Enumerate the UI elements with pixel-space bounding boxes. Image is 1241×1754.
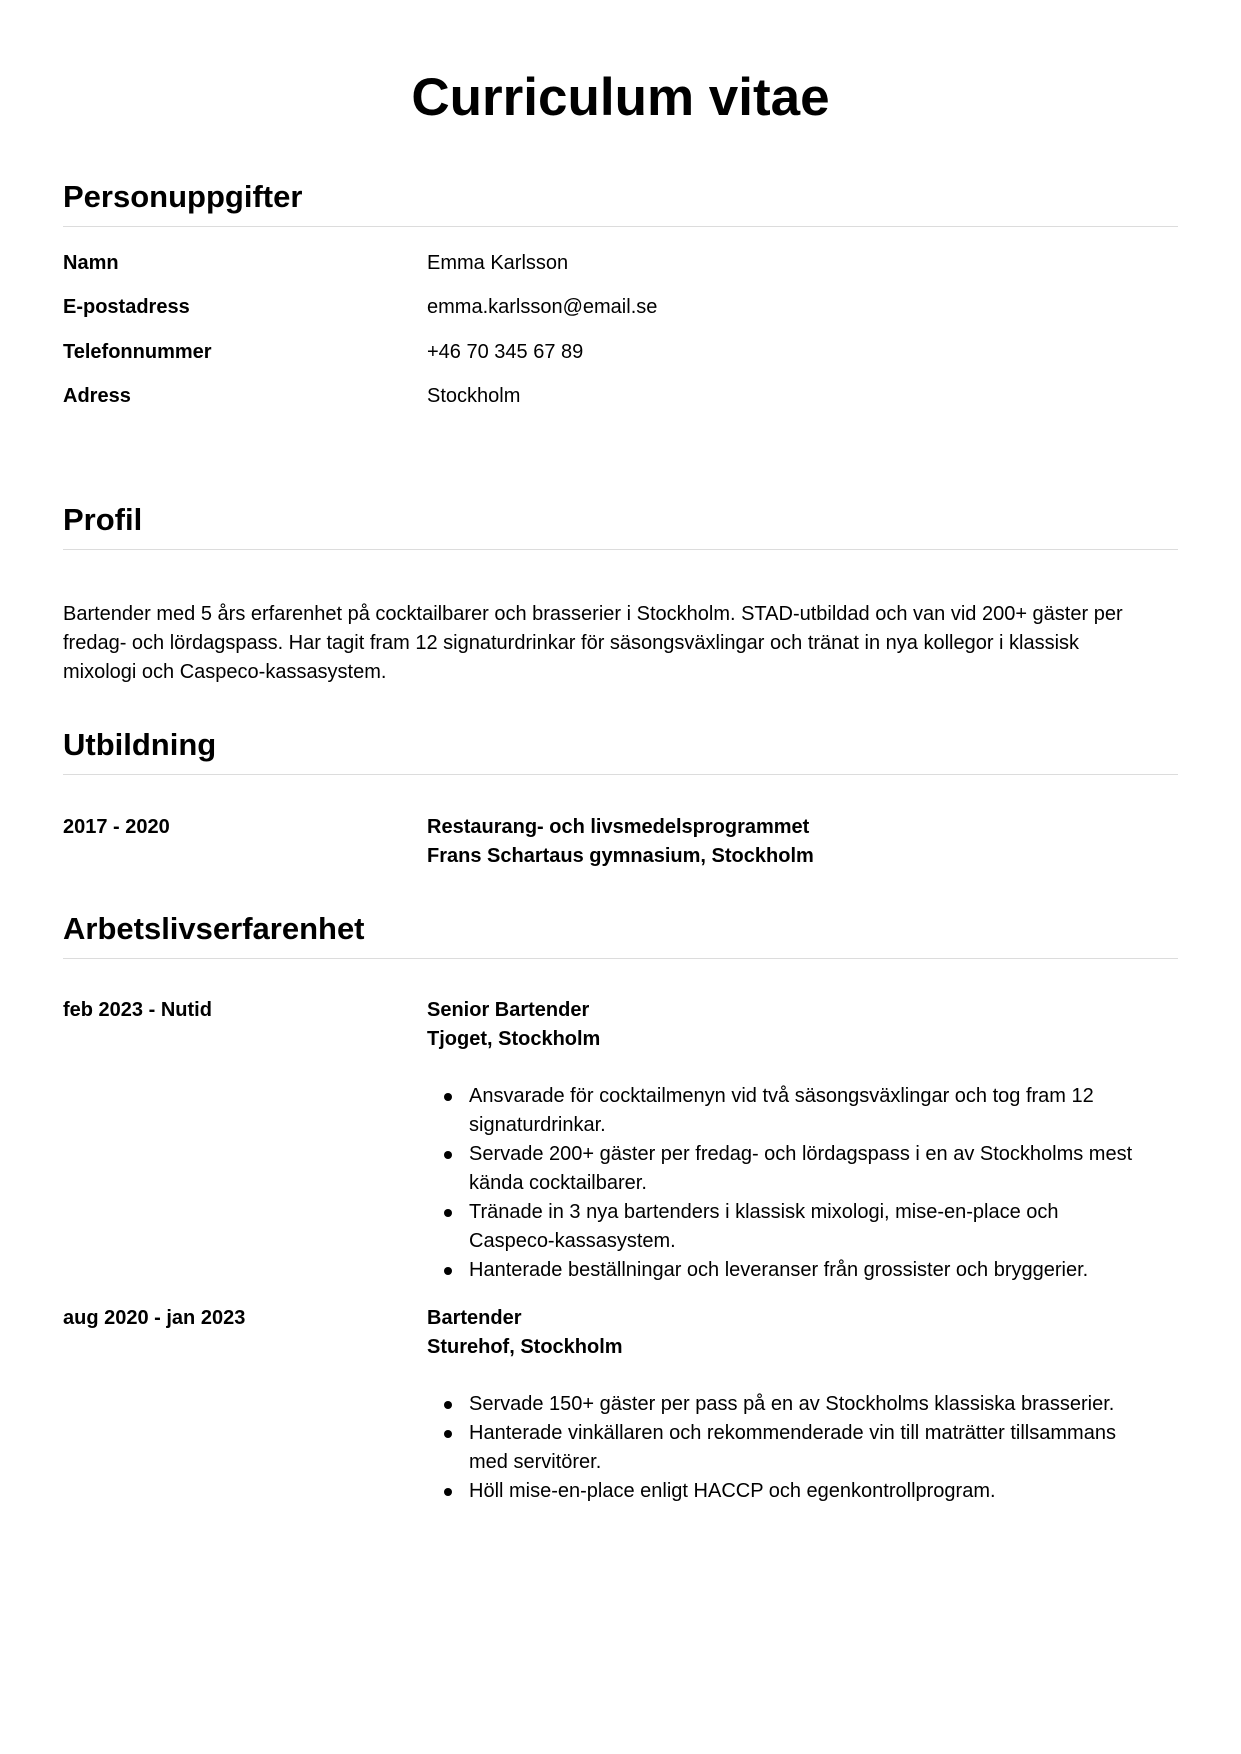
section-heading-experience: Arbetslivserfarenhet <box>63 911 365 946</box>
bullet-line: kända cocktailbarer. <box>469 1172 647 1194</box>
profile-line: mixologi och Caspeco-kassasystem. <box>63 661 387 683</box>
personal-label: Adress <box>63 385 131 407</box>
bullet-icon <box>444 1401 452 1409</box>
bullet-line: Höll mise-en-place enligt HACCP och egenkontrollprogram. <box>469 1480 996 1502</box>
bullet-line: Tränade in 3 nya bartenders i klassisk mixologi, mise-en-place och <box>469 1201 1059 1223</box>
experience-employer: Tjoget, Stockholm <box>427 1028 601 1050</box>
list-item <box>427 1419 1178 1477</box>
bullet-line: Hanterade beställningar och leveranser från grossister och bryggerier. <box>469 1259 1089 1281</box>
personal-label: E-postadress <box>63 296 190 318</box>
section-personal <box>63 178 1178 227</box>
education-details <box>427 813 1178 871</box>
list-item <box>427 1140 1178 1198</box>
bullet-line: signaturdrinkar. <box>469 1114 606 1136</box>
profile-text <box>63 600 1178 687</box>
section-profile <box>63 501 1178 550</box>
bullet-icon <box>444 1488 452 1496</box>
section-heading-personal: Personuppgifter <box>63 179 303 214</box>
experience-employer: Sturehof, Stockholm <box>427 1336 623 1358</box>
bullet-line: Hanterade vinkällaren och rekommenderade vin till maträtter tillsammans <box>469 1422 1116 1444</box>
list-item <box>427 1082 1178 1140</box>
bullet-line: Servade 200+ gäster per fredag- och lördagspass i en av Stockholms mest <box>469 1143 1133 1165</box>
personal-label: Namn <box>63 252 119 274</box>
section-heading-education: Utbildning <box>63 727 217 762</box>
bullet-line: Ansvarade för cocktailmenyn vid två säsongsväxlingar och tog fram 12 <box>469 1085 1094 1107</box>
experience-period: aug 2020 - jan 2023 <box>63 1307 246 1329</box>
experience-bullet-list <box>427 1082 1178 1285</box>
list-item <box>427 1477 1178 1506</box>
list-item <box>427 1256 1178 1285</box>
bullet-line: Servade 150+ gäster per pass på en av Stockholms klassiska brasserier. <box>469 1393 1115 1415</box>
bullet-line: Caspeco-kassasystem. <box>469 1230 676 1252</box>
section-divider <box>63 958 1178 959</box>
section-heading-profile: Profil <box>63 502 143 537</box>
list-item <box>427 1390 1178 1419</box>
bullet-icon <box>444 1209 452 1217</box>
personal-value: emma.karlsson@email.se <box>427 296 658 318</box>
experience-role: Senior Bartender <box>427 999 590 1021</box>
bullet-icon <box>444 1151 452 1159</box>
experience-role: Bartender <box>427 1307 522 1329</box>
bullet-icon <box>444 1430 452 1438</box>
personal-label: Telefonnummer <box>63 341 212 363</box>
list-item <box>427 1198 1178 1256</box>
experience-details <box>427 1304 1178 1362</box>
section-education <box>63 726 1178 775</box>
experience-details <box>427 996 1178 1054</box>
experience-bullet-list <box>427 1390 1178 1506</box>
profile-line: fredag- och lördagspass. Har tagit fram 12 signaturdrinkar för säsongsväxlingar och tränat in nya kollegor i klassisk <box>63 632 1080 654</box>
section-divider <box>63 226 1178 227</box>
experience-period: feb 2023 - Nutid <box>63 999 212 1021</box>
bullet-icon <box>444 1093 452 1101</box>
bullet-icon <box>444 1267 452 1275</box>
section-divider <box>63 774 1178 775</box>
education-program: Restaurang- och livsmedelsprogrammet <box>427 816 810 838</box>
section-divider <box>63 549 1178 550</box>
document-title: Curriculum vitae <box>411 68 830 127</box>
education-school: Frans Schartaus gymnasium, Stockholm <box>427 845 814 867</box>
section-experience <box>63 910 1178 959</box>
bullet-line: med servitörer. <box>469 1451 602 1473</box>
education-period: 2017 - 2020 <box>63 816 170 838</box>
personal-value: Emma Karlsson <box>427 252 569 274</box>
personal-value: +46 70 345 67 89 <box>427 341 584 363</box>
profile-line: Bartender med 5 års erfarenhet på cocktailbarer och brasserier i Stockholm. STAD-utbildad och van vid 200+ gäster per <box>63 603 1123 625</box>
personal-value: Stockholm <box>427 385 521 407</box>
